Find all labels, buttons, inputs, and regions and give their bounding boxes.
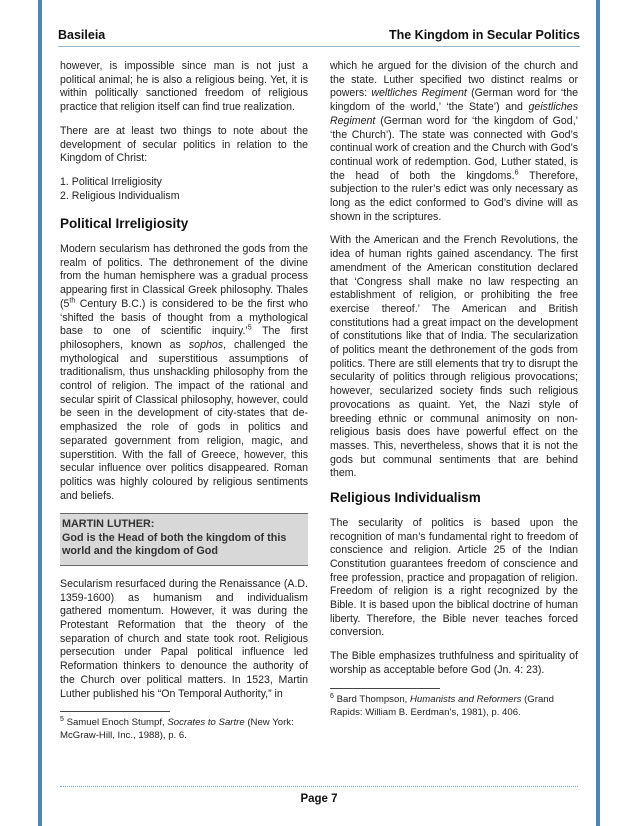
section-heading-religious-individualism: Religious Individualism (330, 490, 481, 506)
text-run: Therefore, subjection to the ruler’s edict was only necessary as long as the edict conformed to God’s divine will as shown in the scriptures. (330, 169, 579, 223)
page-footer (60, 786, 578, 809)
section-heading-political-irreligiosity: Political Irreligiosity (60, 216, 189, 232)
text-run: Modern secularism has dethroned the gods from the realm of politics. The dethronement of the divine from the human hemisphere was a gradual process appearing first in Classical Greek philosophy. Thales (5 (60, 243, 308, 310)
right-column (330, 60, 578, 719)
paragraph: There are at least two things to note about the development of secular politics in relation to the Kingdom of Christ: (60, 124, 308, 165)
paragraph: The Bible emphasizes truthfulness and spirituality of worship as acceptable before God (Jn. 4: 23). (330, 650, 578, 676)
paragraph (330, 60, 578, 224)
text-run: Century B.C.) is considered to be the first who ‘shifted the basis of thought from a mythological base to one of scientific inquiry.’ (60, 297, 308, 338)
footnote-ref: 5 (247, 324, 252, 332)
paragraph: The secularity of politics is based upon the recognition of man’s fundamental right to freedom of conscience and religion. Article 25 of the Indian Constitution guarantees freedom of conscience and free profession, practice and propagation of religion. Freedom of religion is a right recognized by the Bible. It is based upon the biblical doctrine of human liberty. Therefore, the Bible never teaches forced conversion. (330, 516, 578, 639)
text-run: which he argued for the division of the church and the state. Luther specified two distinct realms or powers: (330, 60, 578, 100)
numbered-list (60, 176, 308, 203)
footnote-ref: 6 (514, 169, 519, 177)
header-journal-title: Basileia (58, 28, 106, 42)
callout-text: God is the Head of both the kingdom of this world and the kingdom of God (62, 531, 287, 558)
book-title: Humanists and Reformers (410, 693, 522, 705)
text-run: The first philosophers, known as (60, 325, 308, 351)
superscript: th (69, 297, 76, 305)
list-item: 1. Political Irreligiosity (60, 175, 162, 188)
paragraph: Secularism resurfaced during the Renaissance (A.D. 1359-1600) as humanism and individualism gathered momentum. However, it was during the Protestant Reformation that the theory of the separation of church and state took root. Religious persecution under Papal political influence led Reformation thinkers to denounce the authority of the Church over political matters. In 1523, Martin Luther published his “On Temporal Authority,” in (60, 577, 308, 700)
book-title: Socrates to Sartre (167, 717, 245, 729)
italic-term: sophos (188, 338, 224, 351)
footnote-rule (330, 688, 440, 689)
text-run: (German word for ‘the kingdom of God,’ ‘the Church’). The state was connected with God’s continual work of creation and the Church with God’s continual work of redemption. God, Luther stated, is the head of both the kingdoms. (330, 114, 578, 182)
text-run: (Grand Rapids: William B. Eerdman’s, 1981), p. 406. (330, 693, 554, 718)
footnote (330, 693, 578, 719)
footnote-number: 5 (60, 716, 64, 724)
text-run: (New York: McGraw-Hill, Inc., 1988), p. 6. (60, 717, 294, 742)
header-article-title: The Kingdom in Secular Politics (388, 28, 580, 42)
running-header (58, 22, 580, 47)
italic-term: geistliches Regiment (330, 101, 578, 127)
italic-term: weltliches Regiment (371, 87, 467, 100)
callout-title: MARTIN LUTHER: (62, 518, 155, 531)
footnote-number: 6 (330, 692, 334, 700)
page-number: Page 7 (300, 793, 338, 805)
pull-quote-callout (60, 513, 308, 566)
footnote (60, 716, 308, 742)
list-item: 2. Religious Individualism (60, 189, 180, 202)
left-column (60, 60, 308, 742)
paragraph: With the American and the French Revolutions, the idea of human rights gained ascendancy. The first amendment of the American constitution declared that ‘Congress shall make no law respecting an establishment of religion, or prohibiting the free exercise thereof.’ The American and British constitutions had a great impact on the development of constitutions like that of India. The secularization of politics meant the dethronement of the gods from politics. There are still elements that try to disrupt the secularity of politics through religious provocations; however, secularized society finds such religious provocations as quaint. Yet, the Nazi style of breeding ethnic or communal animosity on non-religious basis does have powerful effect on the masses. This, nevertheless, shows that it is not the gods but communal sentiments that are behind them. (330, 234, 578, 480)
paragraph (60, 243, 308, 503)
paragraph: however, is impossible since man is not just a political animal; he is also a religious being. Yet, it is within politically sanctioned freedom of religious practice that religion itself can find true realization. (60, 60, 308, 114)
text-run: , challenged the mythological and superstitious assumptions of traditionalism, thus unshackling philosophy from the control of religion. The impact of the rational and secular spirit of Classical philosophy, however, could be seen in the development of city-states that de-emphasized the role of gods in politics and separated government from religion, magic, and superstition. With the fall of Greece, however, this secular influence over politics disappeared. Roman politics was highly coloured by religious sentiments and beliefs. (60, 338, 308, 502)
text-run: Samuel Enoch Stumpf, (63, 717, 168, 729)
text-run: (German word for ‘the kingdom of the world,’ ‘the State’) and (330, 87, 578, 114)
text-run: Bard Thompson, (333, 693, 410, 705)
footnote-rule (60, 711, 170, 712)
